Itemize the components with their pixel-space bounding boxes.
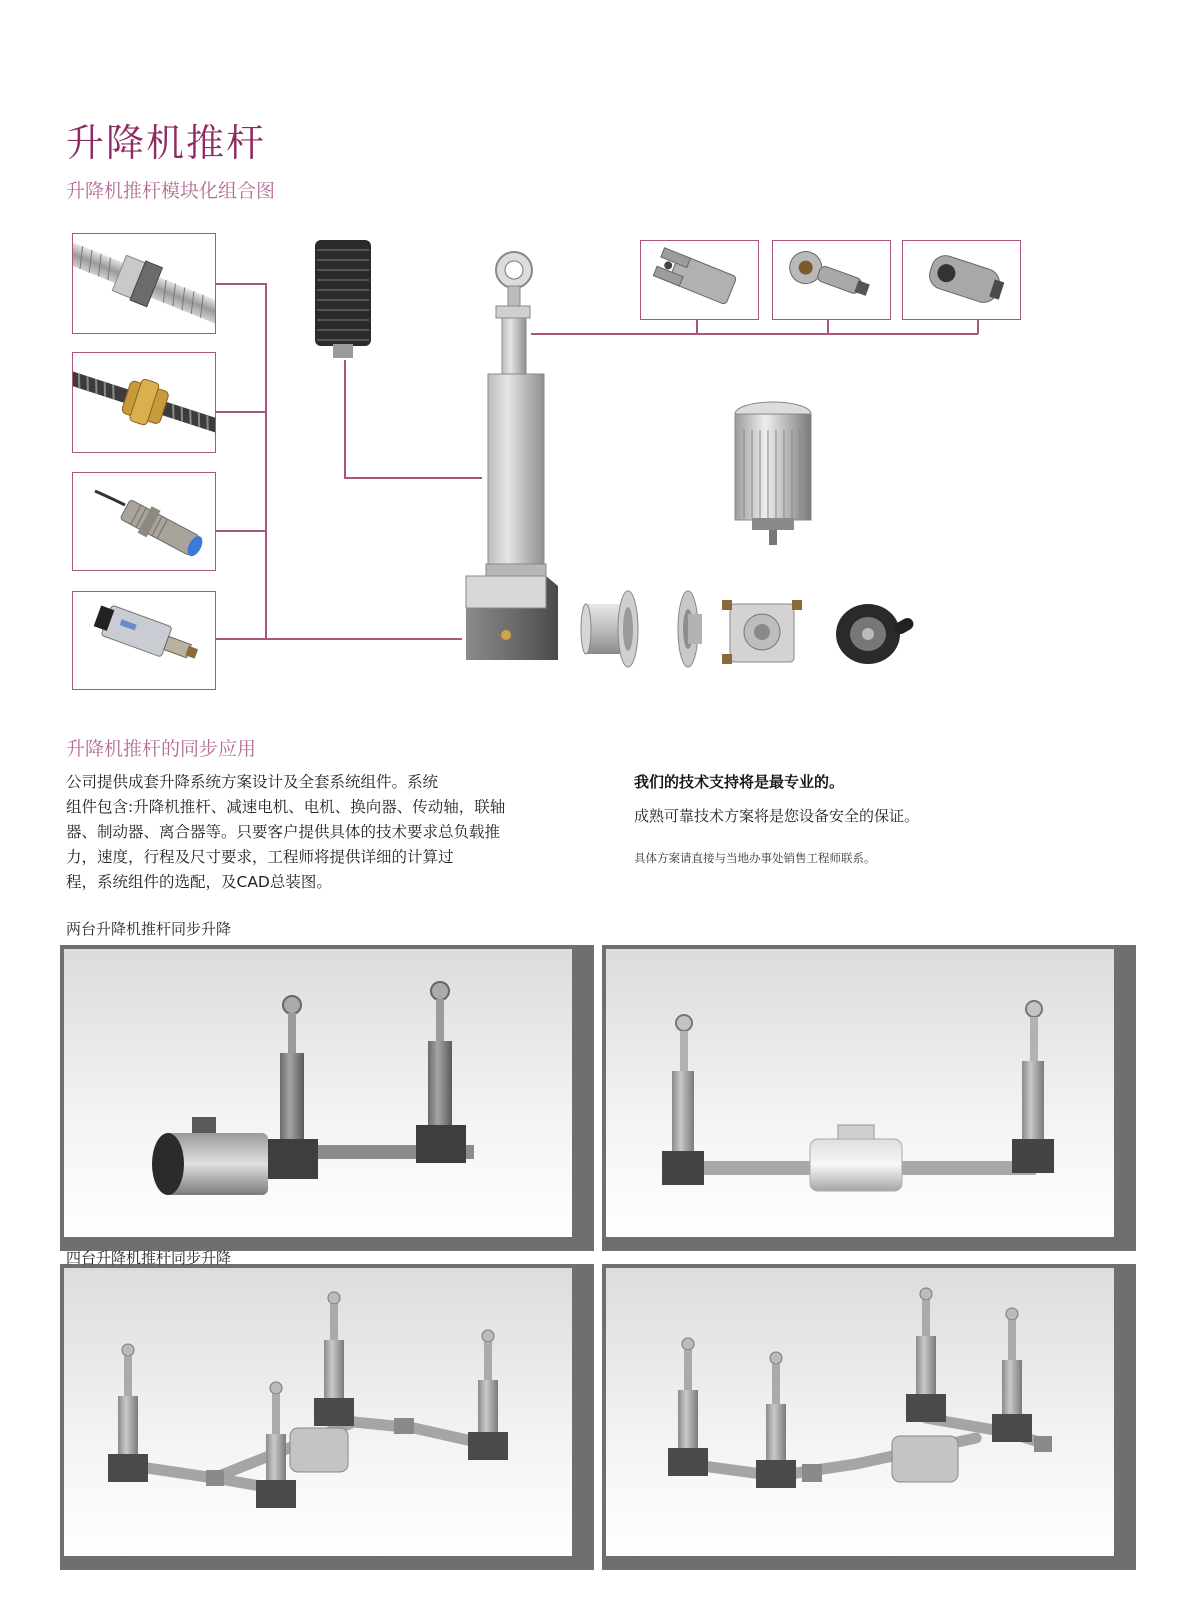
bellows-image	[313, 234, 375, 360]
clevis-image	[641, 241, 758, 319]
two-actuator-panel-a	[60, 945, 594, 1251]
proximity-sensor-image	[73, 473, 215, 570]
coupling-sleeve-image	[580, 588, 642, 670]
description-line: 器、制动器、离合器等。只要客户提供具体的技术要求总负载推	[66, 823, 501, 841]
ball-screw-image	[73, 234, 215, 333]
sync-description	[66, 770, 566, 895]
page-title: 升降机推杆	[66, 121, 267, 165]
eye-end-box	[902, 240, 1021, 320]
description-line: 公司提供成套升降系统方案设计及全套系统组件。系统	[66, 773, 439, 791]
page-subtitle: 升降机推杆模块化组合图	[66, 180, 276, 202]
description-line: 组件包含:升降机推杆、减速电机、电机、换向器、传动轴，联轴	[66, 798, 506, 816]
four-actuator-panel-b	[602, 1264, 1136, 1570]
description-line: 力，速度，行程及尺寸要求，工程师将提供详细的计算过	[66, 848, 454, 866]
main-actuator-image	[458, 250, 566, 660]
flange-image	[674, 588, 708, 670]
support-statement: 成熟可靠技术方案将是您设备安全的保证。	[634, 807, 920, 825]
four-actuator-render-b	[606, 1268, 1114, 1556]
rod-end-image	[773, 241, 890, 319]
ball-screw-box	[72, 233, 216, 334]
four-actuator-render-a	[64, 1268, 572, 1556]
caption-two-actuators: 两台升降机推杆同步升降	[66, 920, 232, 938]
trapezoid-screw-image	[73, 353, 215, 452]
limit-switch-box	[72, 591, 216, 690]
gearbox-image	[720, 598, 802, 668]
caption-four-actuators: 四台升降机推杆同步升降	[66, 1249, 232, 1267]
eye-end-image	[903, 241, 1020, 319]
description-line: 程，系统组件的选配，及CAD总装图。	[66, 873, 332, 891]
trapezoid-screw-box	[72, 352, 216, 453]
two-actuator-render-a	[64, 949, 572, 1237]
two-actuator-render-b	[606, 949, 1114, 1237]
clevis-box	[640, 240, 759, 320]
handwheel-image	[828, 600, 920, 668]
rod-end-box	[772, 240, 891, 320]
two-actuator-panel-b	[602, 945, 1136, 1251]
four-actuator-panel-a	[60, 1264, 594, 1570]
proximity-sensor-box	[72, 472, 216, 571]
contact-note: 具体方案请直接与当地办事处销售工程师联系。	[634, 851, 876, 865]
motor-image	[730, 400, 816, 545]
sync-section-title: 升降机推杆的同步应用	[66, 738, 257, 760]
limit-switch-image	[73, 592, 215, 689]
support-headline: 我们的技术支持将是最专业的。	[634, 773, 845, 791]
